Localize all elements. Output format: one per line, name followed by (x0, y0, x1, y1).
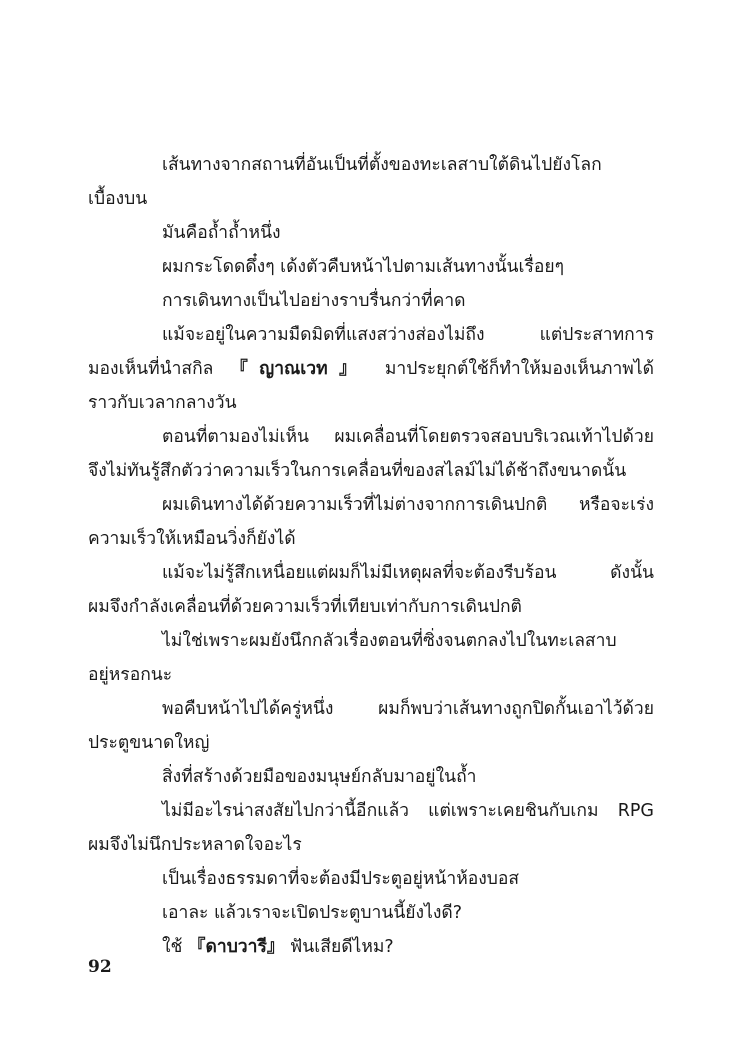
text-line: แม้จะไม่รู้สึกเหนื่อยแต่ผมก็ไม่มีเหตุผลที่จะต้องรีบร้อน ดังนั้น (162, 563, 654, 583)
text-line: อยู่หรอกนะ (88, 665, 173, 685)
text-segment: ใช้ (162, 937, 188, 957)
text-segment: มองเห็นที่นำสกิล (88, 359, 231, 379)
skill-name-bold: 『ญาณเวท』 (230, 359, 368, 379)
text-line: เบื้องบน (88, 189, 148, 209)
text-line: ผมเดินทางได้ด้วยความเร็วที่ไม่ต่างจากการเดินปกติ หรือจะเร่ง (162, 495, 654, 515)
text-line: ไม่มีอะไรน่าสงสัยไปกว่านี้อีกแล้ว แต่เพราะเคยชินกับเกม RPG (162, 801, 654, 821)
text-line: เส้นทางจากสถานที่อันเป็นที่ตั้งของทะเลสาบใต้ดินไปยังโลก (162, 155, 602, 175)
text-line: พอคืบหน้าไปได้ครู่หนึ่ง ผมก็พบว่าเส้นทางถูกปิดกั้นเอาไว้ด้วย (162, 699, 654, 719)
text-line-with-skill (88, 352, 654, 386)
page-number: 92 (88, 957, 112, 977)
text-line: ตอนที่ตามองไม่เห็น ผมเคลื่อนที่โดยตรวจสอบบริเวณเท้าไปด้วย (162, 427, 654, 447)
text-segment: มาประยุกต์ใช้ก็ทำให้มองเห็นภาพได้ (367, 359, 654, 379)
text-line: จึงไม่ทันรู้สึกตัวว่าความเร็วในการเคลื่อนที่ของสไลม์ไม่ได้ช้าถึงขนาดนั้น (88, 461, 627, 481)
text-segment: ฟันเสียดีไหม? (284, 937, 394, 957)
text-line: ผมจึงกำลังเคลื่อนที่ด้วยความเร็วที่เทียบเท่ากับการเดินปกติ (88, 597, 522, 617)
text-line: ความเร็วให้เหมือนวิ่งก็ยังได้ (88, 529, 296, 549)
text-line: เอาละ แล้วเราจะเปิดประตูบานนี้ยังไงดี? (162, 903, 463, 923)
text-line: มันคือถ้ำถ้ำหนึ่ง (162, 223, 281, 243)
text-line: ไม่ใช่เพราะผมยังนึกกลัวเรื่องตอนที่ซิ่งจนตกลงไปในทะเลสาบ (162, 631, 617, 651)
text-line: ผมจึงไม่นึกประหลาดใจอะไร (88, 835, 302, 855)
text-line: การเดินทางเป็นไปอย่างราบรื่นกว่าที่คาด (162, 291, 466, 311)
text-line-with-skill (88, 930, 654, 964)
text-line: เป็นเรื่องธรรมดาที่จะต้องมีประตูอยู่หน้าห้องบอส (162, 869, 520, 889)
text-line: สิ่งที่สร้างด้วยมือของมนุษย์กลับมาอยู่ในถ้ำ (162, 767, 477, 787)
text-line: ผมกระโดดดึ๋งๆ เด้งตัวคืบหน้าไปตามเส้นทางนั้นเรื่อยๆ (162, 257, 565, 277)
text-line: ประตูขนาดใหญ่ (88, 733, 210, 753)
text-line: ราวกับเวลากลางวัน (88, 393, 237, 413)
text-line: แม้จะอยู่ในความมืดมิดที่แสงสว่างส่องไม่ถึง แต่ประสาทการ (162, 325, 654, 345)
skill-name-bold: 『ดาบวารี』 (188, 937, 285, 957)
